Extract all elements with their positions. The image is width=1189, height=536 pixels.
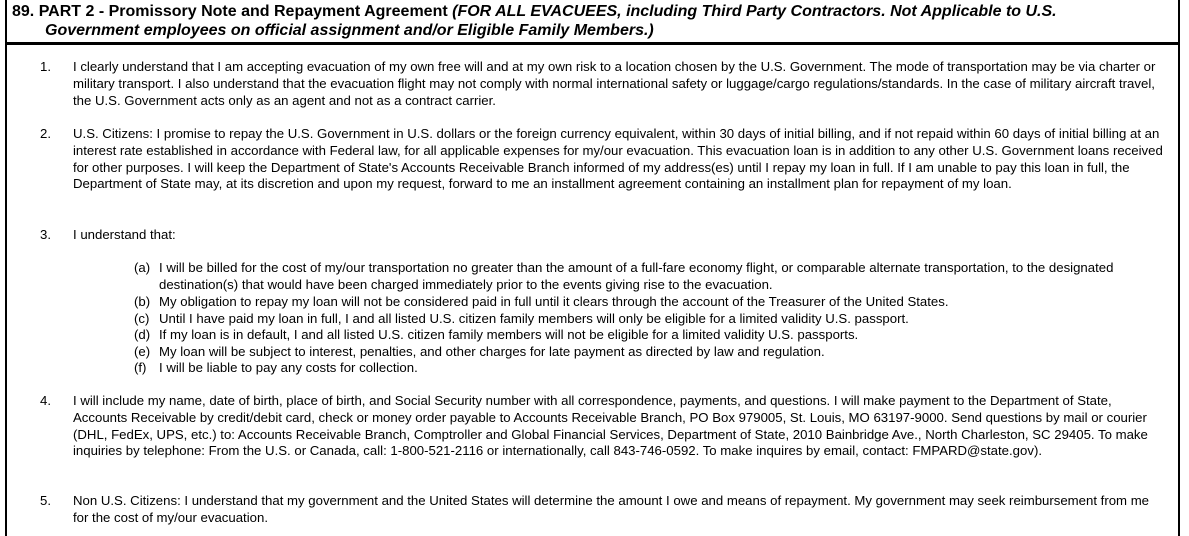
sub-item-text: Until I have paid my loan in full, I and all listed U.S. citizen family members will only be eligible for a limited validity U.S. passport. <box>159 311 909 326</box>
item-number: 4. <box>40 393 51 408</box>
header-divider <box>5 42 1180 45</box>
sub-item-text: If my loan is in default, I and all listed U.S. citizen family members will not be eligible for a limited validity U.S. passports. <box>159 327 859 342</box>
section-subtitle-line1: (FOR ALL EVACUEES, including Third Party Contractors. Not Applicable to U.S. <box>452 3 1057 20</box>
sub-item-letter: (e) <box>134 344 151 359</box>
sub-item-letter: (a) <box>134 260 151 275</box>
section-subtitle-line2: Government employees on official assignment and/or Eligible Family Members.) <box>45 22 654 39</box>
sub-item-text: I will be liable to pay any costs for collection. <box>159 360 418 375</box>
item-text: I understand that: <box>73 227 176 242</box>
section-header <box>12 2 1172 40</box>
sub-item-letter: (c) <box>134 311 150 326</box>
sub-item-letter: (d) <box>134 327 151 342</box>
item-number: 3. <box>40 227 51 242</box>
item-text: U.S. Citizens: I promise to repay the U.S. Government in U.S. dollars or the foreign currency equivalent, within 30 days of initial billing, and if not repaid within 60 days of initial billing at an interest rate established in accordance with Federal law, for all applicable expenses for my/our evacuation. This evacuation loan is in addition to any other U.S. Government loans received for other purposes. I will keep the Department of State's Accounts Receivable Branch informed of my address(es) until I repay my loan in full. If I am unable to pay this loan in full, the Department of State may, at its discretion and upon my request, forward to me an installment agreement containing an installment plan for repayment of my loan. <box>73 126 1163 192</box>
item-number: 1. <box>40 59 51 74</box>
sub-item-text: My loan will be subject to interest, penalties, and other charges for late payment as directed by law and regulation. <box>159 344 825 359</box>
item-number: 2. <box>40 126 51 141</box>
section-title: 89. PART 2 - Promissory Note and Repayment Agreement <box>12 3 448 20</box>
sub-item-letter: (f) <box>134 360 147 375</box>
item-number: 5. <box>40 493 51 508</box>
sub-item-letter: (b) <box>134 294 151 309</box>
sub-item-text: My obligation to repay my loan will not be considered paid in full until it clears through the account of the Treasurer of the United States. <box>159 294 949 309</box>
sub-item-text: I will be billed for the cost of my/our transportation no greater than the amount of a full-fare economy flight, or comparable alternate transportation, to the designated destination(s) that would have been charged immediately prior to the events giving rise to the evacuation. <box>159 260 1114 292</box>
item-text: Non U.S. Citizens: I understand that my government and the United States will determine the amount I owe and means of repayment. My government may seek reimbursement from me for the cost of my/our evacuation. <box>73 493 1150 525</box>
item-text: I will include my name, date of birth, place of birth, and Social Security number with all correspondence, payments, and questions. I will make payment to the Department of State, Accounts Receivable by credit/debit card, check or money order payable to Accounts Receivable Branch, PO Box 979005, St. Louis, MO 63197-9000. Send questions by mail or courier (DHL, FedEx, UPS, etc.) to: Accounts Receivable Branch, Comptroller and Global Financial Services, Department of State, 2010 Bainbridge Ave., North Charleston, SC 29405. To make inquiries by telephone: From the U.S. or Canada, call: 1-800-521-2116 or internationally, call 843-746-0592. To make inquires by email, contact: FMPARD@state.gov). <box>73 393 1148 459</box>
item-text: I clearly understand that I am accepting evacuation of my own free will and at my own risk to a location chosen by the U.S. Government. The mode of transportation may be via charter or military transport. I also understand that the evacuation flight may not comply with normal international safety or luggage/cargo regulations/standards. In the case of military aircraft travel, the U.S. Government acts only as an agent and not as a contract carrier. <box>73 59 1156 108</box>
